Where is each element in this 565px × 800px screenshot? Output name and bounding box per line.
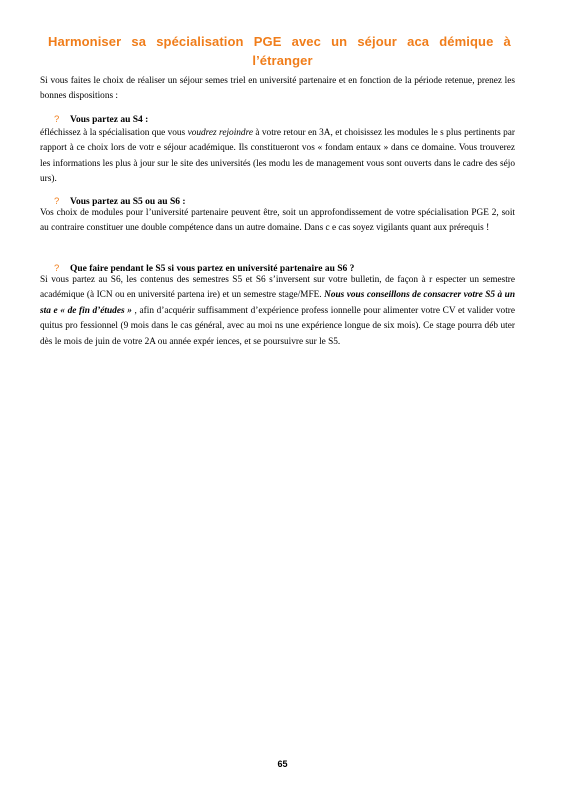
paragraph-text: éfléchissez à la spécialisation que vous (40, 128, 188, 138)
section-paragraph-s5-during (40, 273, 515, 350)
title-word: séjour (357, 34, 397, 49)
paragraph-text: Si vous partez au S6, les contenus des semestres S5 et S6 s’inversent sur votre bulletin, de façon à r especter un semestre académique (à ICN ou en université partena ire) et un semestre stage/MFE. (40, 275, 515, 301)
title-word: Harmoniser (48, 34, 122, 49)
page-number: 65 (277, 759, 288, 769)
question-bullet-icon: ? (54, 114, 60, 125)
title-word: aca (407, 34, 430, 49)
paragraph-emphasis: Nous vous conseillons de consacrer votre S5 à un sta e « de fin d’études » (40, 290, 515, 316)
section-heading-text: Vous partez au S5 ou au S6 : (70, 197, 186, 207)
section-paragraph-s5-s6: Vos choix de modules pour l’université partenaire peuvent être, soit un approfondissement de votre spécialisation PGE 2, soit au contraire constituer une double compétence dans un autre domaine. Dans c e cas soyez vigilants quant aux prérequis ! (40, 208, 515, 234)
question-bullet-icon: ? (54, 263, 60, 274)
title-word: avec (291, 34, 321, 49)
title-word: spécialisation (156, 34, 244, 49)
section-heading-text: Vous partez au S4 : (70, 115, 149, 125)
section-heading-text: Que faire pendant le S5 si vous partez en université partenaire au S6 ? (70, 264, 355, 274)
page-title (40, 32, 525, 70)
title-word: sa (131, 34, 147, 49)
paragraph-emphasis: voudrez rejoindre (187, 128, 253, 138)
question-bullet-icon: ? (54, 196, 60, 207)
paragraph-text: , afin d’acquérir suffisamment d’expérience profess ionnelle pour alimenter votre CV et valider votre quitus pro fessionnel (9 mois dans le cas général, avec au moi ns une expérience longue de six mois). Ce stage pourra déb uter dès le mois de juin de votre 2A ou année expér iences, et se poursuivre sur le S5. (40, 305, 515, 347)
title-line-1 (40, 32, 525, 51)
section-paragraph-s4 (40, 126, 515, 188)
title-word: à (503, 34, 511, 49)
title-word: démique (439, 34, 494, 49)
title-line-2: l’étranger (252, 53, 313, 68)
title-word: PGE (253, 34, 282, 49)
intro-paragraph: Si vous faites le choix de réaliser un séjour semes triel en université partenaire et en fonction de la période retenue, prenez les bonnes dispositions : (40, 76, 515, 102)
paragraph-text: à votre retour en 3A, et choisissez les modules le s plus pertinents par rapport à ce choix lors de votr e séjour académique. Ils constitueront vos « fondam entaux » dans ce domaine. Vous trouverez les informations les plus à jour sur le site des universités (les modu les de management vous sont ouverts dans le cadre des séjo urs). (40, 128, 515, 185)
title-word: un (331, 34, 348, 49)
